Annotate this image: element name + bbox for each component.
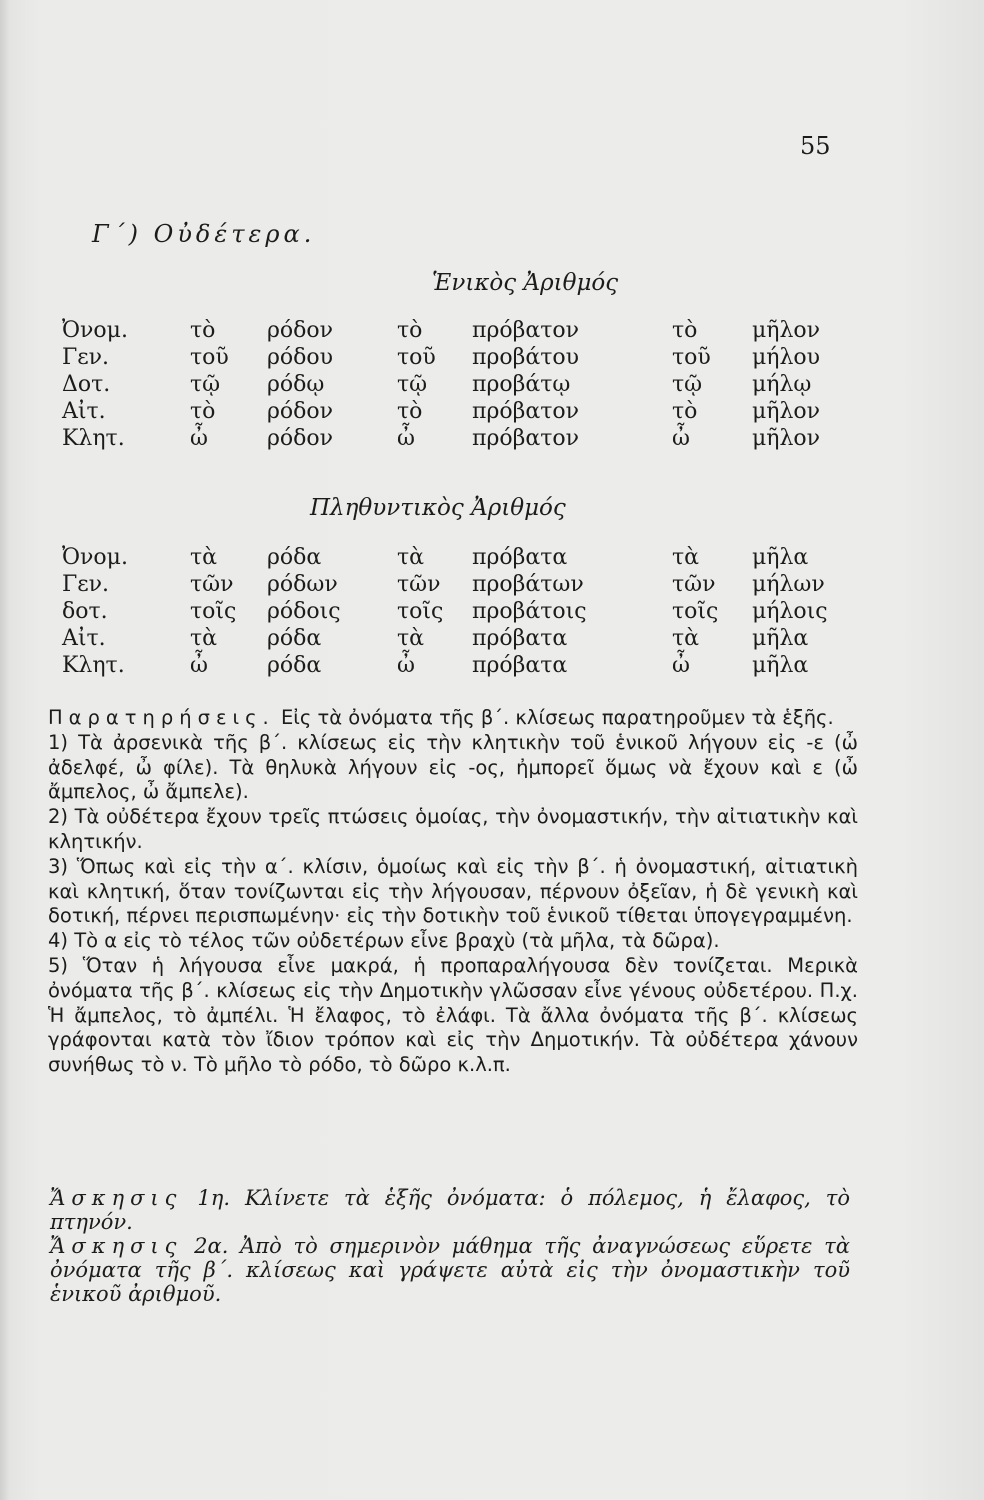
article: ὦ xyxy=(190,653,208,678)
observations-intro: Εἰς τὰ ὀνόματα τῆς β΄. κλίσεως παρατηροῦμεν τὰ ἑξῆς. xyxy=(280,706,834,729)
table-row xyxy=(62,545,862,572)
article: τῷ xyxy=(672,372,703,397)
article: ὦ xyxy=(190,426,208,451)
noun-form: πρόβατα xyxy=(472,653,568,678)
observation-item-1: 1) Τὰ ἀρσενικὰ τῆς β΄. κλίσεως εἰς τὴν κλητικὴν τοῦ ἑνικοῦ λήγουν εἰς -ε (ὦ ἀδελφέ, ὦ φίλε). Τὰ θηλυκὰ λήγουν εἰς -ος, ἠμπορεῖ ὅμως νὰ ἔχουν καὶ ε (ὦ ἄμπελος, ὦ ἄμπελε). xyxy=(48,730,858,804)
noun-form: προβάτῳ xyxy=(472,372,571,397)
noun-form: πρόβατον xyxy=(472,399,580,424)
exercise-text: Ἀπὸ τὸ σημερινὸν μάθημα τῆς ἀναγνώσεως εὕρετε τὰ ὀνόματα τῆς β΄. κλίσεως καὶ γράψετε αὐτὰ εἰς τὴν ὀνομαστικὴν τοῦ ἑνικοῦ ἀριθμοῦ. xyxy=(50,1234,850,1306)
article: τὰ xyxy=(190,626,218,651)
case-label: Ὀνομ. xyxy=(62,545,128,570)
article: τὰ xyxy=(397,545,425,570)
observations-intro-paragraph xyxy=(48,706,858,731)
observation-item-3: 3) Ὅπως καὶ εἰς τὴν α΄. κλίσιν, ὁμοίως καὶ εἰς τὴν β΄. ἡ ὀνομαστική, αἰτιατικὴ καὶ κλητική, ὅταν τονίζωνται εἰς τὴν λήγουσαν, πέρνουν ὀξεῖαν, ἡ δὲ γενικὴ καὶ δοτική, πέρνει περισπωμένην· εἰς τὴν δοτικὴν τοῦ ἑνικοῦ τίθεται ὑπογεγραμμένη. xyxy=(48,854,858,928)
noun-form: μῆλον xyxy=(752,318,821,343)
article: τὸ xyxy=(190,399,216,424)
noun-form: ρόδα xyxy=(267,545,322,570)
article: ὦ xyxy=(672,426,690,451)
table-row xyxy=(62,318,862,345)
table-row xyxy=(62,653,862,680)
article: τῷ xyxy=(397,372,428,397)
article: τὰ xyxy=(672,545,700,570)
article: τὰ xyxy=(672,626,700,651)
article: τὸ xyxy=(672,318,698,343)
case-label: Γεν. xyxy=(62,572,110,597)
article: τῶν xyxy=(397,572,441,597)
noun-form: μῆλον xyxy=(752,426,821,451)
case-label: Αἰτ. xyxy=(62,399,106,424)
case-label: Αἰτ. xyxy=(62,626,106,651)
noun-form: μήλων xyxy=(752,572,825,597)
table-row xyxy=(62,626,862,653)
plural-title: Πληθυντικὸς Ἀριθμός xyxy=(310,495,566,521)
article: ὦ xyxy=(397,426,415,451)
article: τὸ xyxy=(672,399,698,424)
noun-form: πρόβατα xyxy=(472,626,568,651)
noun-form: ρόδον xyxy=(267,426,334,451)
table-row xyxy=(62,399,862,426)
article: τοῦ xyxy=(397,345,436,370)
noun-form: ρόδοις xyxy=(267,599,341,624)
noun-form: ρόδον xyxy=(267,318,334,343)
singular-title: Ἑνικὸς Ἀριθμός xyxy=(432,270,619,296)
article: τοῖς xyxy=(190,599,237,624)
observations-section xyxy=(48,706,858,1078)
exercise-number: 1η. xyxy=(197,1186,230,1210)
article: τῷ xyxy=(190,372,221,397)
noun-form: μῆλον xyxy=(752,399,821,424)
observation-item-5: 5) Ὅταν ἡ λήγουσα εἶνε μακρά, ἡ προπαραλήγουσα δὲν τονίζεται. Μερικὰ ὀνόματα τῆς β΄. κλίσεως εἰς τὴν Δημοτικὴν γλῶσσαν εἶνε γένους οὐδετέρου. Π.χ. Ἡ ἄμπελος, τὸ ἀμπέλι. Ἡ ἔλαφος, τὸ ἐλάφι. Τὰ ἄλλα ὀνόματα τῆς β΄. κλίσεως γράφονται κατὰ τὸν ἴδιον τρόπον καὶ εἰς τὴν Δημοτικήν. Τὰ οὐδέτερα χάνουν συνήθως τὸ ν. Τὸ μῆλο τὸ ρόδο, τὸ δῶρο κ.λ.π. xyxy=(48,953,858,1077)
noun-form: μῆλα xyxy=(752,545,809,570)
exercises-section xyxy=(50,1186,850,1306)
table-row xyxy=(62,599,862,626)
table-row xyxy=(62,372,862,399)
exercise-1 xyxy=(50,1186,850,1234)
observations-label: Παρατηρήσεις. xyxy=(48,706,275,729)
article: τοῖς xyxy=(397,599,444,624)
article: τὸ xyxy=(397,399,423,424)
article: τοῦ xyxy=(672,345,711,370)
plural-declension-table xyxy=(62,545,862,680)
exercise-label: Ἄσκησις xyxy=(50,1234,183,1258)
case-label: Γεν. xyxy=(62,345,110,370)
noun-form: πρόβατα xyxy=(472,545,568,570)
article: τοῦ xyxy=(190,345,229,370)
singular-declension-table xyxy=(62,318,862,453)
case-label: Ὀνομ. xyxy=(62,318,128,343)
exercise-text: Κλίνετε τὰ ἑξῆς ὀνόματα: ὁ πόλεμος, ἡ ἔλαφος, τὸ πτηνόν. xyxy=(50,1186,850,1234)
noun-form: ρόδα xyxy=(267,626,322,651)
noun-form: ρόδου xyxy=(267,345,334,370)
case-label: Δοτ. xyxy=(62,372,111,397)
table-row xyxy=(62,572,862,599)
noun-form: πρόβατον xyxy=(472,426,580,451)
case-label: Κλητ. xyxy=(62,653,125,678)
noun-form: μῆλα xyxy=(752,626,809,651)
case-label: Κλητ. xyxy=(62,426,125,451)
observation-item-4: 4) Τὸ α εἰς τὸ τέλος τῶν οὐδετέρων εἶνε βραχὺ (τὰ μῆλα, τὰ δῶρα). xyxy=(48,929,720,953)
noun-form: ρόδα xyxy=(267,653,322,678)
article: τῶν xyxy=(190,572,234,597)
noun-form: πρόβατον xyxy=(472,318,580,343)
page-number: 55 xyxy=(800,132,831,160)
noun-form: ρόδῳ xyxy=(267,372,325,397)
noun-form: ρόδον xyxy=(267,399,334,424)
article: τὰ xyxy=(190,545,218,570)
article: ὦ xyxy=(672,653,690,678)
table-row xyxy=(62,426,862,453)
exercise-2 xyxy=(50,1234,850,1306)
noun-form: μῆλα xyxy=(752,653,809,678)
noun-form: προβάτου xyxy=(472,345,580,370)
noun-form: ρόδων xyxy=(267,572,338,597)
article: τοῖς xyxy=(672,599,719,624)
noun-form: μήλῳ xyxy=(752,372,812,397)
article: τῶν xyxy=(672,572,716,597)
table-row xyxy=(62,345,862,372)
noun-form: μήλου xyxy=(752,345,821,370)
exercise-label: Ἄσκησις xyxy=(50,1186,183,1210)
noun-form: μήλοις xyxy=(752,599,828,624)
observation-item-2: 2) Τὰ οὐδέτερα ἔχουν τρεῖς πτώσεις ὁμοίας, τὴν ὀνομαστικήν, τὴν αἰτιατικὴν καὶ κλητικήν. xyxy=(48,805,858,853)
section-heading: Γ΄) Οὐδέτερα. xyxy=(92,220,316,248)
noun-form: προβάτοις xyxy=(472,599,587,624)
article: τὸ xyxy=(397,318,423,343)
case-label: δοτ. xyxy=(62,599,108,624)
noun-form: προβάτων xyxy=(472,572,584,597)
exercise-number: 2α. xyxy=(194,1234,229,1258)
article: τὰ xyxy=(397,626,425,651)
article: τὸ xyxy=(190,318,216,343)
article: ὦ xyxy=(397,653,415,678)
